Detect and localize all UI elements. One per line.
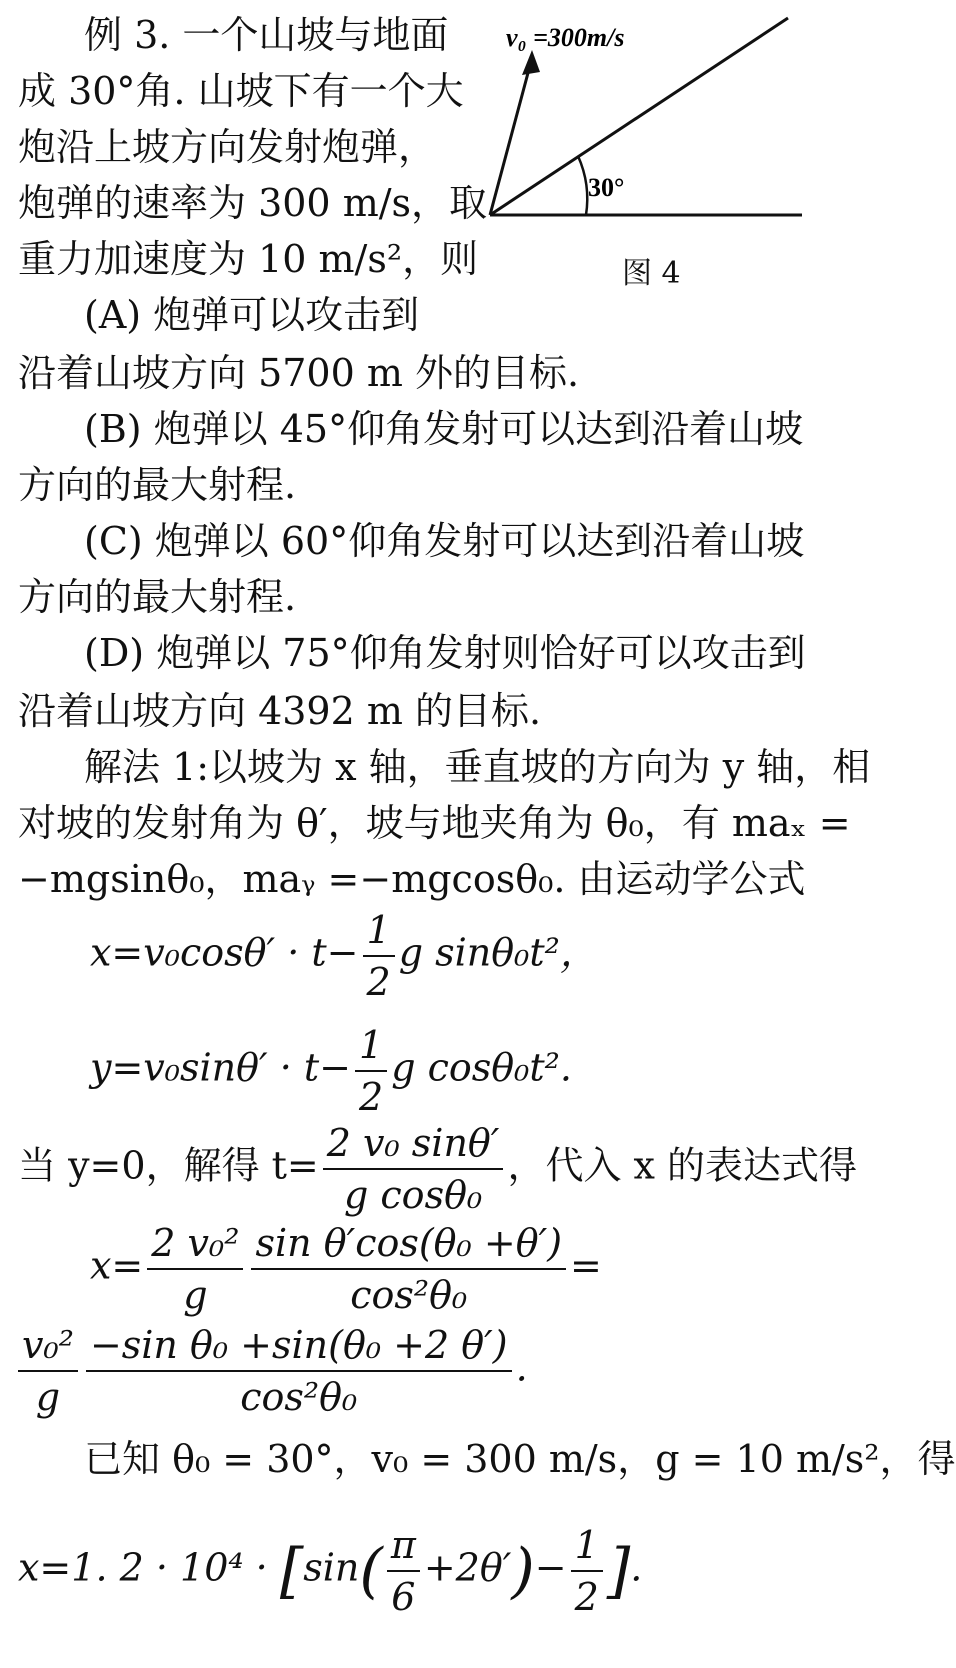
eq4-fraction-2: [86, 1320, 512, 1422]
eq3-num1: 2 v₀²: [147, 1218, 243, 1270]
eq4-num1: v₀²: [18, 1320, 78, 1372]
intro-line-1: 例 3. 一个山坡与地面: [84, 13, 449, 57]
option-b-line2: 方向的最大射程.: [18, 463, 297, 507]
solve-t-line: [18, 1118, 857, 1220]
t-den: g cosθ₀: [344, 1173, 483, 1217]
eq4-right: .: [515, 1345, 528, 1390]
equation-y: [90, 1020, 572, 1122]
eq1-right: g sinθ₀t²，: [398, 930, 598, 975]
left-paren: (: [359, 1536, 383, 1606]
angle-label: 30°: [588, 173, 625, 202]
t-fraction: [323, 1118, 504, 1220]
equation-x: [90, 905, 598, 1007]
final-equation: [18, 1520, 642, 1622]
final-left: x=1. 2 · 10⁴ ·: [18, 1545, 268, 1590]
solution-line-1: 解法 1:以坡为 x 轴，垂直坡的方向为 y 轴，相: [84, 745, 871, 789]
right-paren: ): [511, 1536, 535, 1606]
eq3-num2: sin θ′cos(θ₀ +θ′): [251, 1218, 566, 1270]
figure-caption: 图 4: [622, 256, 681, 291]
intro-line-4: 炮弹的速率为 300 m/s，取: [18, 181, 488, 225]
option-d-line1: (D) 炮弹以 75°仰角发射则恰好可以攻击到: [84, 631, 806, 675]
angle-arc: [578, 156, 587, 215]
left-bracket: [: [279, 1536, 304, 1606]
eq2-right: g cosθ₀t².: [391, 1045, 572, 1090]
eq2-fraction: [355, 1020, 387, 1122]
final-mid: +2θ′: [423, 1545, 512, 1590]
option-b-line1: (B) 炮弹以 45°仰角发射可以达到沿着山坡: [84, 407, 804, 451]
pi-fraction: [387, 1520, 420, 1622]
half-den: 2: [574, 1575, 599, 1619]
eq3-den2: cos²θ₀: [350, 1273, 468, 1317]
equation-x-expanded: [90, 1218, 602, 1320]
option-a-line1: (A) 炮弹可以攻击到: [84, 293, 420, 337]
eq3-den1: g: [183, 1273, 208, 1317]
velocity-label: v₀ =300m/s: [506, 23, 625, 52]
solution-line-3: −mgsinθ₀，maᵧ =−mgcosθ₀. 由运动学公式: [18, 857, 806, 901]
eq3-fraction-2: [251, 1218, 566, 1320]
arrowhead-icon: [522, 50, 540, 75]
final-sin: sin: [303, 1545, 360, 1590]
eq4-den1: g: [35, 1375, 61, 1419]
option-d-line2: 沿着山坡方向 4392 m 的目标.: [18, 689, 542, 733]
right-bracket: ]: [606, 1536, 631, 1606]
eq3-fraction-1: [147, 1218, 243, 1320]
eq3-right: =: [570, 1243, 602, 1288]
half-fraction: [571, 1520, 603, 1622]
eq3-left: x=: [90, 1243, 144, 1288]
t-num: 2 v₀ sinθ′: [323, 1118, 504, 1170]
option-c-line1: (C) 炮弹以 60°仰角发射可以达到沿着山坡: [84, 519, 805, 563]
eq4-num2: −sin θ₀ +sin(θ₀ +2 θ′): [86, 1320, 512, 1372]
eq1-fraction: [363, 905, 395, 1007]
eq2-left: y=v₀sinθ′ · t−: [90, 1045, 351, 1090]
intro-line-3: 炮沿上坡方向发射炮弹，: [18, 125, 437, 169]
eq4-fraction-1: [18, 1320, 78, 1422]
known-values-line: 已知 θ₀ = 30°，v₀ = 300 m/s，g = 10 m/s²，得: [84, 1437, 956, 1481]
equation-x-simplified: [14, 1320, 528, 1422]
when-right: ，代入 x 的表达式得: [507, 1143, 858, 1188]
eq2-num: 1: [355, 1020, 387, 1072]
intro-line-5: 重力加速度为 10 m/s²，则: [18, 237, 479, 281]
solution-line-2: 对坡的发射角为 θ′，坡与地夹角为 θ₀，有 maₓ =: [18, 801, 851, 845]
final-minus: −: [534, 1545, 567, 1590]
eq2-den: 2: [359, 1075, 384, 1119]
final-end: .: [630, 1545, 643, 1590]
eq1-num: 1: [363, 905, 395, 957]
pi-num: π: [387, 1520, 420, 1572]
eq4-den2: cos²θ₀: [240, 1375, 358, 1419]
when-left: 当 y=0，解得 t=: [18, 1143, 319, 1188]
option-c-line2: 方向的最大射程.: [18, 575, 297, 619]
option-a-line2: 沿着山坡方向 5700 m 外的目标.: [18, 351, 580, 395]
eq1-left: x=v₀cosθ′ · t−: [90, 930, 359, 975]
intro-line-2: 成 30°角. 山坡下有一个大: [18, 69, 464, 113]
half-num: 1: [571, 1520, 603, 1572]
pi-den: 6: [391, 1575, 416, 1619]
eq1-den: 2: [366, 960, 391, 1004]
